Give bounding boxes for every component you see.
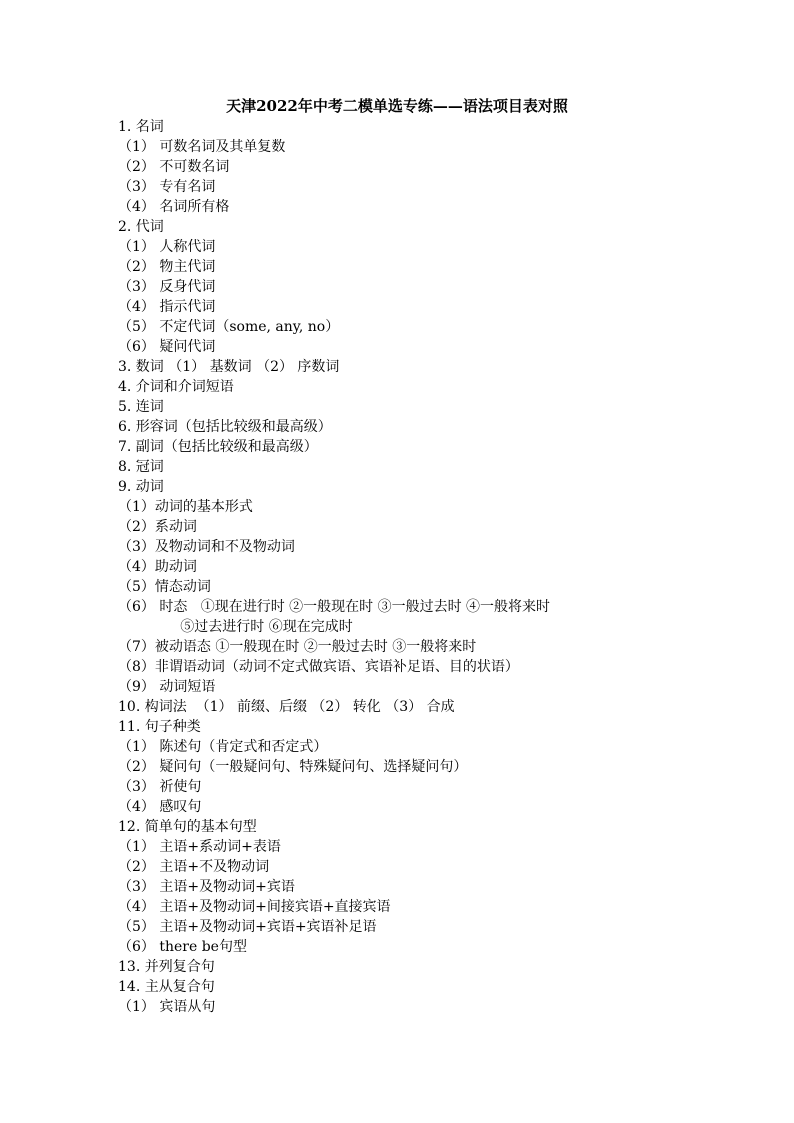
outline-line: 2. 代词: [118, 219, 164, 235]
outline-line: （2）系动词: [118, 519, 197, 535]
outline-line: （6） 时态 ①现在进行时 ②一般现在时 ③一般过去时 ④一般将来时: [118, 599, 551, 615]
outline-line: （1） 陈述句（肯定式和否定式）: [118, 739, 328, 755]
outline-line: （1） 可数名词及其单复数: [118, 139, 286, 155]
outline-line: 9. 动词: [118, 479, 164, 495]
outline-line: （4） 指示代词: [118, 299, 216, 315]
outline-line: （5） 主语+及物动词+宾语+宾语补足语: [118, 919, 377, 935]
outline-line: 7. 副词（包括比较级和最高级）: [118, 439, 318, 455]
outline-line: 3. 数词 （1） 基数词 （2） 序数词: [118, 359, 340, 375]
outline-line: （6） 疑问代词: [118, 339, 216, 355]
outline-line: （1） 人称代词: [118, 239, 216, 255]
outline-line: （2） 物主代词: [118, 259, 216, 275]
outline-line: 5. 连词: [118, 399, 164, 415]
outline-line: （4）助动词: [118, 559, 197, 575]
outline-line: （1） 宾语从句: [118, 999, 216, 1015]
outline-line: （2） 主语+不及物动词: [118, 859, 270, 875]
outline-line: 10. 构词法 （1） 前缀、后缀 （2） 转化 （3） 合成: [118, 699, 455, 715]
outline-line: （1） 主语+系动词+表语: [118, 839, 281, 855]
outline-line: （2） 疑问句（一般疑问句、特殊疑问句、选择疑问句）: [118, 759, 468, 775]
outline-line: （3） 专有名词: [118, 179, 216, 195]
outline-line: 4. 介词和介词短语: [118, 379, 234, 395]
outline-line: （8）非谓语动词（动词不定式做宾语、宾语补足语、目的状语）: [118, 659, 519, 675]
outline-line: （7）被动语态 ①一般现在时 ②一般过去时 ③一般将来时: [118, 639, 477, 655]
outline-line: （3） 反身代词: [118, 279, 216, 295]
outline-line: （3） 祈使句: [118, 779, 202, 795]
outline-line: 12. 简单句的基本句型: [118, 819, 257, 835]
outline-line: （1）动词的基本形式: [118, 499, 253, 515]
outline-line: （3）及物动词和不及物动词: [118, 539, 295, 555]
outline-line: 6. 形容词（包括比较级和最高级）: [118, 419, 332, 435]
outline-line: （2） 不可数名词: [118, 159, 230, 175]
outline-line: （5）情态动词: [118, 579, 211, 595]
outline-line: 1. 名词: [118, 119, 164, 135]
outline-line: （4） 名词所有格: [118, 199, 230, 215]
outline-line: （3） 主语+及物动词+宾语: [118, 879, 295, 895]
grammar-outline: [118, 117, 758, 1017]
outline-line: 14. 主从复合句: [118, 979, 215, 995]
page-title: 天津2022年中考二模单选专练——语法项目表对照: [226, 97, 568, 115]
outline-line: 8. 冠词: [118, 459, 164, 475]
outline-line: 13. 并列复合句: [118, 959, 215, 975]
outline-line: ⑤过去进行时 ⑥现在完成时: [118, 619, 353, 635]
outline-line: （5） 不定代词（some, any, no）: [118, 319, 340, 335]
outline-line: （4） 主语+及物动词+间接宾语+直接宾语: [118, 899, 391, 915]
outline-line: （9） 动词短语: [118, 679, 216, 695]
outline-line: （6） there be句型: [118, 939, 247, 955]
outline-line: 11. 句子种类: [118, 719, 201, 735]
outline-line: （4） 感叹句: [118, 799, 202, 815]
